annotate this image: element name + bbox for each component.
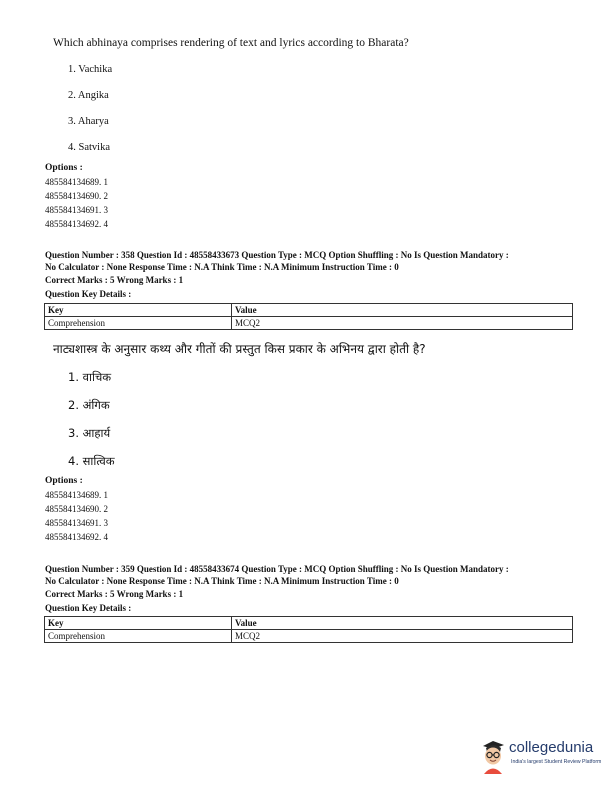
question-meta-line: No Calculator : None Response Time : N.A Think Time : N.A Minimum Instruction Time : 0 bbox=[45, 262, 399, 272]
option-item: 4. सात्विक bbox=[68, 454, 115, 468]
table-header-row bbox=[45, 617, 573, 630]
table-header-key: Key bbox=[45, 304, 232, 317]
logo-tagline: India's largest Student Review Platform bbox=[511, 759, 602, 765]
table-cell-value: MCQ2 bbox=[232, 317, 573, 330]
option-item: 2. अंगिक bbox=[68, 398, 110, 412]
marks-line: Correct Marks : 5 Wrong Marks : 1 bbox=[45, 275, 184, 285]
option-id: 485584134690. 2 bbox=[45, 504, 108, 514]
question-text-hindi: नाट्यशास्त्र के अनुसार कथ्य और गीतों की प्रस्तुत किस प्रकार के अभिनय द्वारा होती है? bbox=[53, 342, 426, 356]
table-cell-value: MCQ2 bbox=[232, 630, 573, 643]
question-meta-line: No Calculator : None Response Time : N.A Think Time : N.A Minimum Instruction Time : 0 bbox=[45, 576, 399, 586]
question-key-table bbox=[44, 303, 573, 330]
logo-wordmark: collegedunia bbox=[509, 739, 594, 756]
question-meta-line: Question Number : 358 Question Id : 48558433673 Question Type : MCQ Option Shuffling : No Is Question Mandatory : bbox=[45, 250, 509, 260]
table-row bbox=[45, 317, 573, 330]
option-item: 3. Aharya bbox=[68, 116, 109, 127]
key-details-heading: Question Key Details : bbox=[45, 603, 132, 613]
option-item: 1. Vachika bbox=[68, 64, 113, 75]
table-cell-key: Comprehension bbox=[45, 317, 232, 330]
table-row bbox=[45, 630, 573, 643]
option-id: 485584134691. 3 bbox=[45, 518, 108, 528]
marks-line: Correct Marks : 5 Wrong Marks : 1 bbox=[45, 589, 184, 599]
options-heading: Options : bbox=[45, 163, 83, 173]
table-header-key: Key bbox=[45, 617, 232, 630]
options-heading: Options : bbox=[45, 476, 83, 486]
question-meta-line: Question Number : 359 Question Id : 48558433674 Question Type : MCQ Option Shuffling : No Is Question Mandatory : bbox=[45, 564, 509, 574]
table-header-row bbox=[45, 304, 573, 317]
student-mascot-icon bbox=[477, 736, 509, 776]
option-id: 485584134689. 1 bbox=[45, 177, 108, 187]
question-text: Which abhinaya comprises rendering of text and lyrics according to Bharata? bbox=[53, 37, 409, 49]
table-header-value: Value bbox=[232, 304, 573, 317]
collegedunia-logo bbox=[477, 736, 605, 776]
option-item: 1. वाचिक bbox=[68, 370, 112, 384]
table-cell-key: Comprehension bbox=[45, 630, 232, 643]
option-item: 4. Satvika bbox=[68, 142, 110, 153]
option-id: 485584134692. 4 bbox=[45, 532, 108, 542]
option-item: 2. Angika bbox=[68, 90, 109, 101]
option-id: 485584134690. 2 bbox=[45, 191, 108, 201]
option-id: 485584134691. 3 bbox=[45, 205, 108, 215]
table-header-value: Value bbox=[232, 617, 573, 630]
option-id: 485584134689. 1 bbox=[45, 490, 108, 500]
option-id: 485584134692. 4 bbox=[45, 219, 108, 229]
question-key-table bbox=[44, 616, 573, 643]
option-item: 3. आहार्य bbox=[68, 426, 111, 440]
key-details-heading: Question Key Details : bbox=[45, 289, 132, 299]
